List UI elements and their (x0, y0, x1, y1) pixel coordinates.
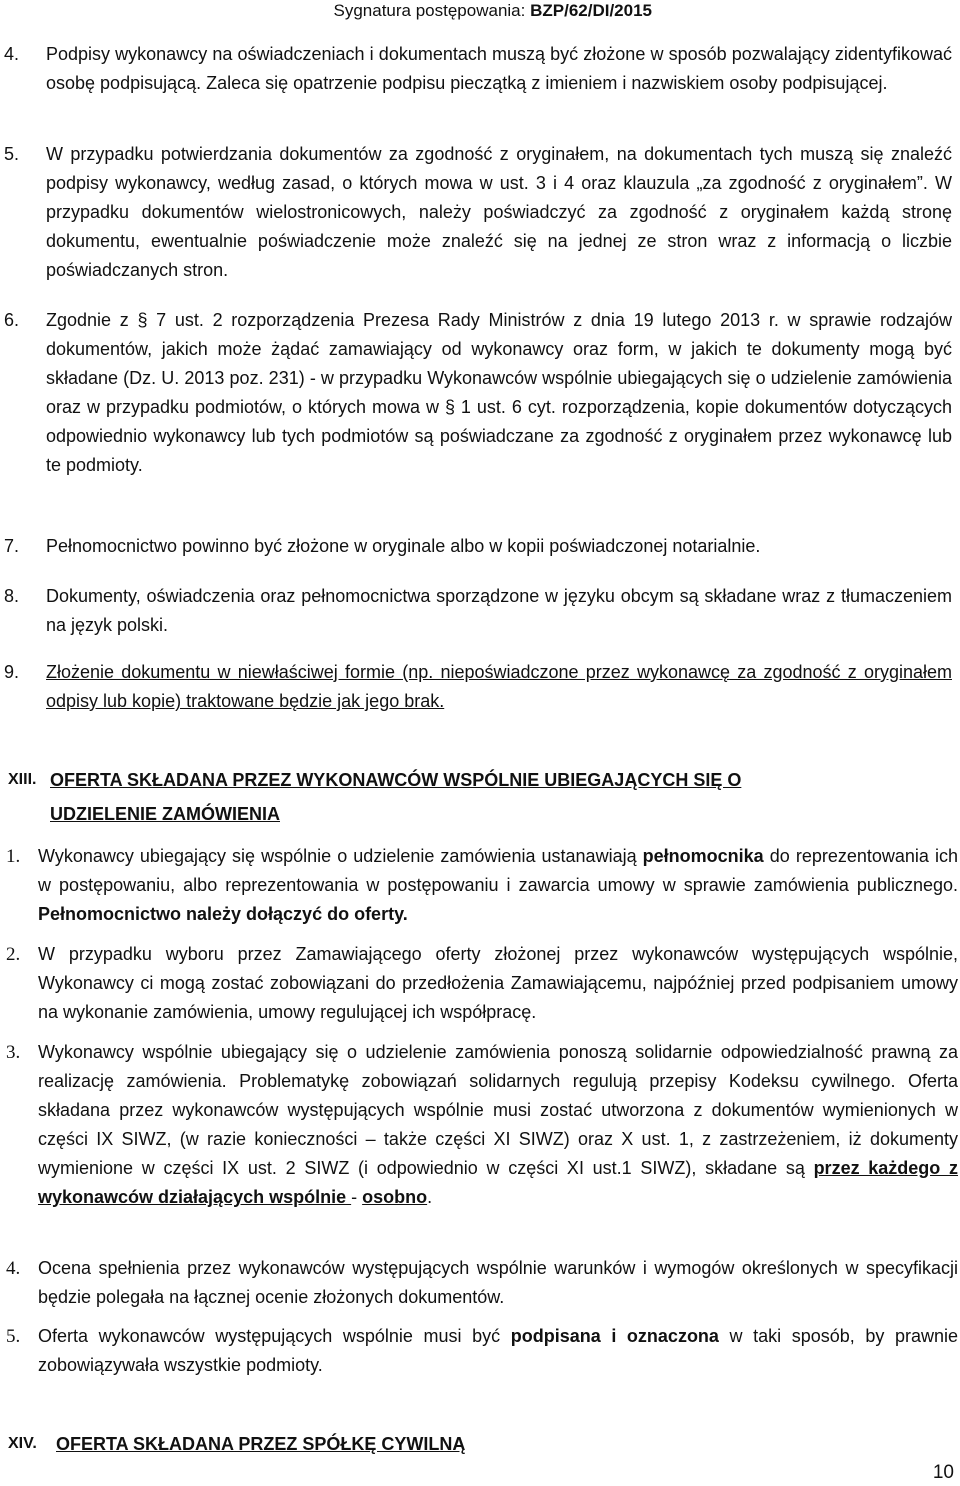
page-number: 10 (932, 1462, 954, 1483)
section-title-line2: UDZIELENIE ZAMÓWIENIA (50, 804, 280, 824)
section-number: XIV. (8, 1435, 37, 1452)
section-number: XIII. (8, 771, 37, 788)
section-title-line1: OFERTA SKŁADANA PRZEZ WYKONAWCÓW WSPÓLNIE UBIEGAJĄCYCH SIĘ O (50, 770, 742, 790)
signature-label: Sygnatura postępowania: (333, 1, 526, 20)
section-title: OFERTA SKŁADANA PRZEZ SPÓŁKĘ CYWILNĄ (56, 1434, 466, 1454)
document-signature (334, 0, 653, 22)
signature-value: BZP/62/DI/2015 (530, 1, 652, 20)
